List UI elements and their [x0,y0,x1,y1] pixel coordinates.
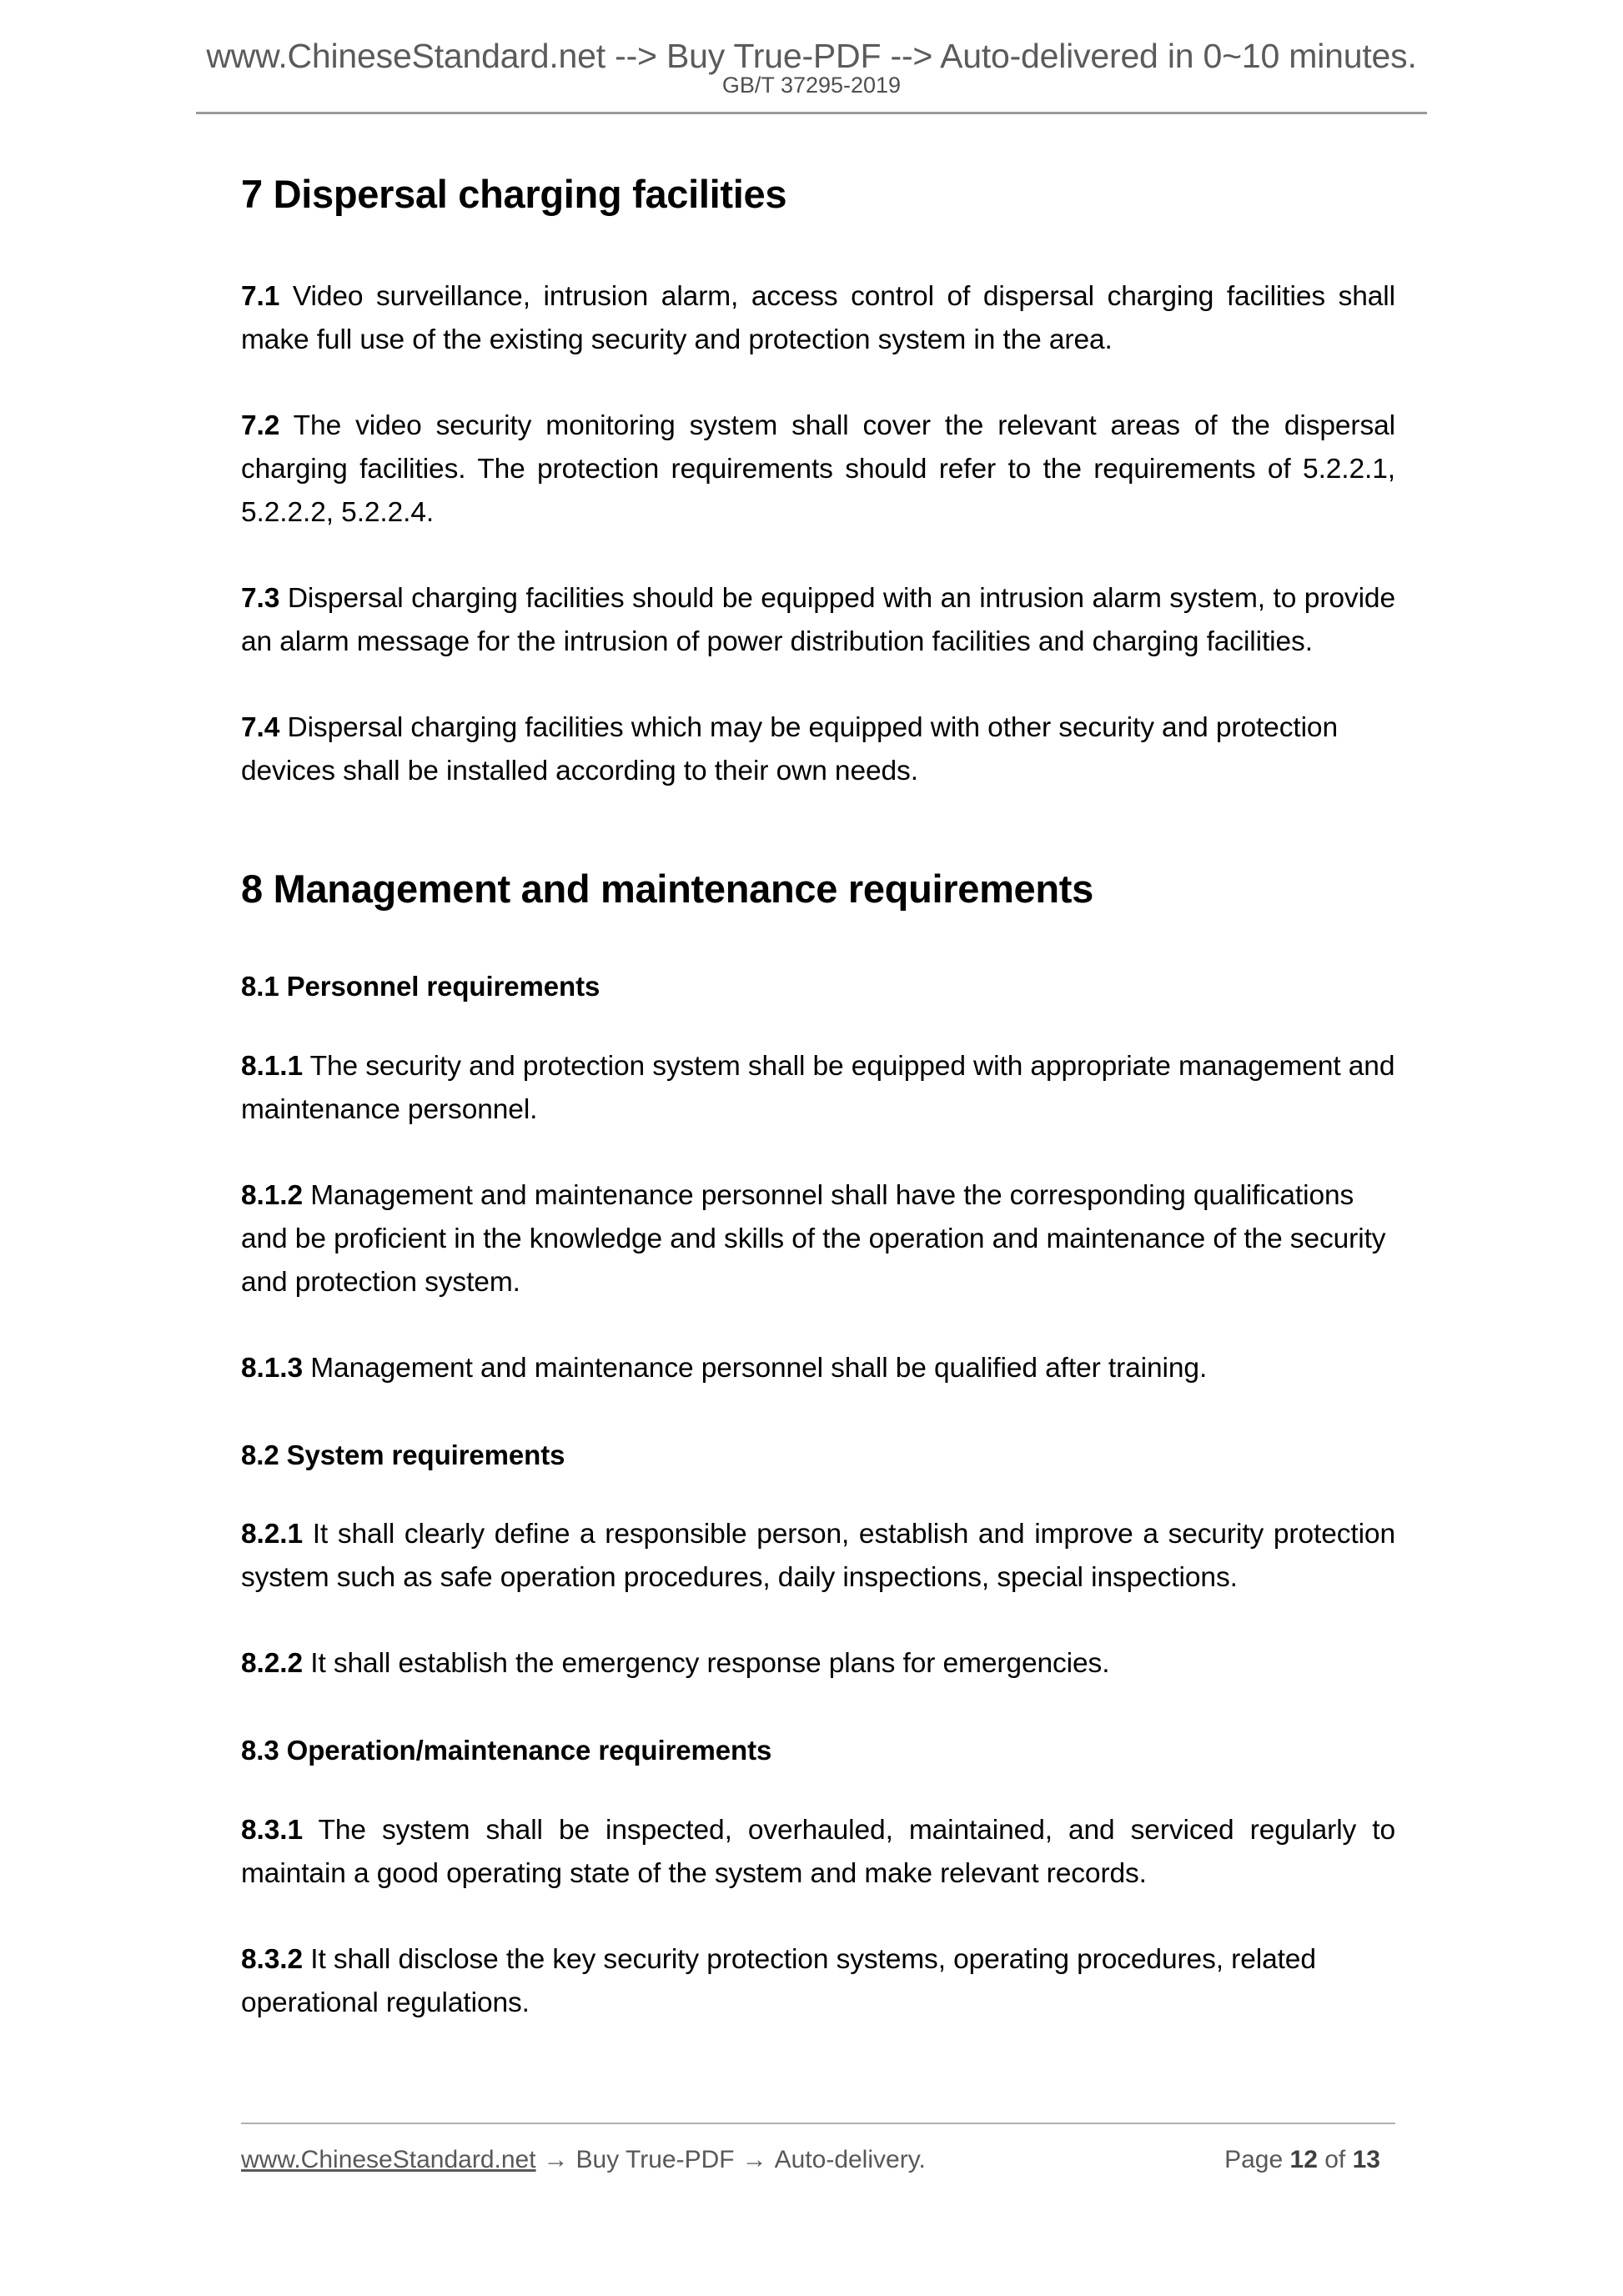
paragraph-8-1-1 [241,1045,1395,1132]
footer-website-link[interactable]: www.ChineseStandard.net [241,2146,536,2173]
page-of-label: of [1324,2146,1346,2173]
heading-section-7: 7 Dispersal charging facilities [241,172,787,216]
arrow-right-icon-1: → [543,2146,569,2173]
paragraph-number-8-1-1: 8.1.1 [241,1050,304,1082]
page-header [0,0,1623,114]
page-label: Page [1224,2146,1284,2173]
paragraph-text-7-3: Dispersal charging facilities should be equipped with an intrusion alarm system, to provide an alarm message for the intrusion of power distribution facilities and charging facilities. [241,583,1395,658]
paragraph-text-8-1-3: Management and maintenance personnel shall be qualified after training. [310,1352,1208,1384]
watermark-banner: www.ChineseStandard.net --> Buy True-PDF --> Auto-delivered in 0~10 minutes. [206,37,1417,75]
paragraph-text-7-1: Video surveillance, intrusion alarm, access control of dispersal charging facilities shall make full use of the existing security and protection system in the area. [241,281,1395,356]
paragraph-number-8-1-3: 8.1.3 [241,1352,304,1384]
paragraph-text-8-2-1: It shall clearly define a responsible person, establish and improve a security protection system such as safe operation procedures, daily inspections, special inspections. [241,1519,1395,1594]
paragraph-number-8-3-2: 8.3.2 [241,1943,304,1975]
arrow-right-icon-2: → [741,2146,767,2173]
paragraph-8-1-3 [241,1347,1395,1390]
footer-delivery-text: Auto-delivery. [774,2146,926,2173]
paragraph-7-2 [241,404,1395,535]
paragraph-8-1-2 [241,1174,1395,1304]
footer-row [241,2146,1395,2174]
standard-code: GB/T 37295-2019 [721,73,902,98]
paragraph-number-8-3-1: 8.3.1 [241,1814,304,1846]
page-footer [241,2123,1395,2174]
paragraph-number-7-3: 7.3 [241,583,280,615]
paragraph-number-7-2: 7.2 [241,410,280,442]
paragraph-7-4 [241,706,1395,793]
paragraph-number-8-2-1: 8.2.1 [241,1519,304,1550]
paragraph-text-8-2-2: It shall establish the emergency response plans for emergencies. [310,1648,1110,1680]
footer-buy-text: Buy True-PDF [575,2146,735,2173]
paragraph-number-7-4: 7.4 [241,712,280,744]
paragraph-number-7-1: 7.1 [241,281,280,313]
heading-section-8-2: 8.2 System requirements [241,1439,565,1470]
paragraph-8-2-1 [241,1513,1395,1600]
paragraph-text-8-1-1: The security and protection system shall be equipped with appropriate management and maintenance personnel. [241,1050,1395,1125]
paragraph-number-8-1-2: 8.1.2 [241,1179,304,1211]
paragraph-7-3 [241,577,1395,664]
paragraph-text-8-1-2: Management and maintenance personnel shall have the corresponding qualifications and be proficient in the knowledge and skills of the operation and maintenance of the security and protection system. [241,1179,1386,1298]
page-total: 13 [1352,2146,1380,2173]
page-indicator [1224,2146,1395,2174]
footer-divider [241,2123,1395,2124]
document-body [241,172,1395,2025]
paragraph-number-8-2-2: 8.2.2 [241,1648,304,1680]
paragraph-text-7-4: Dispersal charging facilities which may be equipped with other security and protection devices shall be installed according to their own needs. [241,712,1338,787]
paragraph-7-1 [241,275,1395,362]
paragraph-text-8-3-2: It shall disclose the key security protection systems, operating procedures, related operational regulations. [241,1943,1316,2018]
heading-section-8-1: 8.1 Personnel requirements [241,971,600,1002]
paragraph-text-8-3-1: The system shall be inspected, overhauled, maintained, and serviced regularly to maintain a good operating state of the system and make relevant records. [241,1814,1395,1889]
paragraph-8-2-2 [241,1642,1395,1686]
heading-section-8: 8 Management and maintenance requirements [241,867,1093,912]
page-number: 12 [1289,2146,1318,2173]
paragraph-text-7-2: The video security monitoring system shall cover the relevant areas of the dispersal charging facilities. The protection requirements should refer to the requirements of 5.2.2.1, 5.2.2.2, 5.2.2.4. [241,410,1395,529]
heading-section-8-3: 8.3 Operation/maintenance requirements [241,1735,772,1766]
paragraph-8-3-1 [241,1809,1395,1896]
paragraph-8-3-2 [241,1938,1395,2025]
header-divider [196,112,1427,114]
